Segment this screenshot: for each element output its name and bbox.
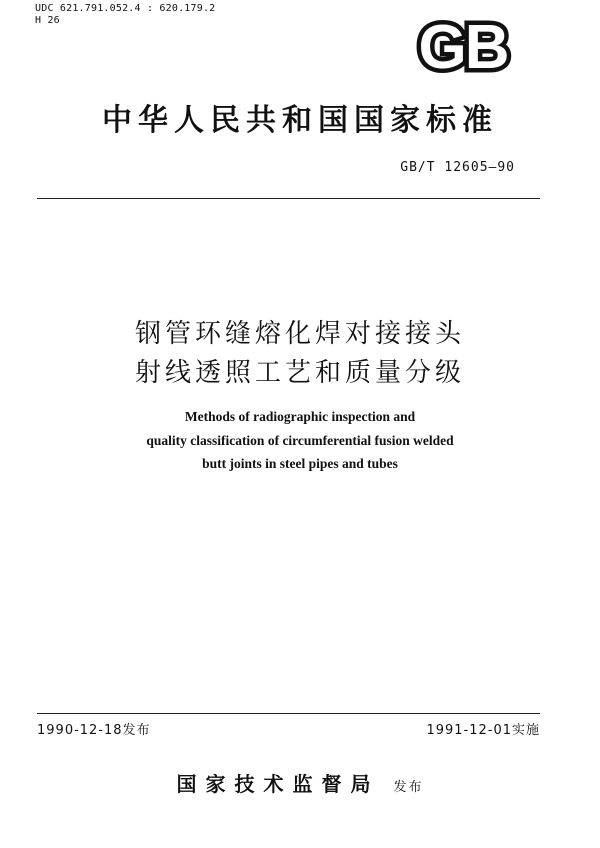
- gb-logo: [397, 16, 529, 74]
- title-en-line-3: butt joints in steel pipes and tubes: [202, 456, 398, 471]
- implementation-date: 1991-12-01实施: [426, 723, 540, 738]
- bottom-divider: [37, 713, 540, 714]
- standard-org-title: 中华人民共和国国家标准: [102, 103, 498, 138]
- title-cn-line-2: 射线透照工艺和质量分级: [134, 358, 465, 388]
- udc-code: UDC 621.791.052.4 : 620.179.2: [35, 3, 216, 14]
- publisher-action: 发布: [393, 780, 424, 795]
- title-en-line-2: quality classification of circumferential fusion welded: [146, 433, 454, 448]
- publisher-line: [0, 768, 600, 797]
- title-en-line-1: Methods of radiographic inspection and: [184, 409, 416, 424]
- title-cn-line-1: 钢管环缝熔化焊对接接头: [134, 319, 465, 349]
- gb-logo-text: GB: [418, 16, 508, 74]
- standard-number: GB/T 12605—90: [400, 160, 515, 175]
- top-divider: [37, 198, 540, 199]
- publisher-name: 国家技术监督局: [176, 772, 380, 796]
- class-code: H 26: [35, 15, 60, 26]
- classification-block: [35, 3, 215, 27]
- issue-date: 1990-12-18发布: [37, 723, 151, 738]
